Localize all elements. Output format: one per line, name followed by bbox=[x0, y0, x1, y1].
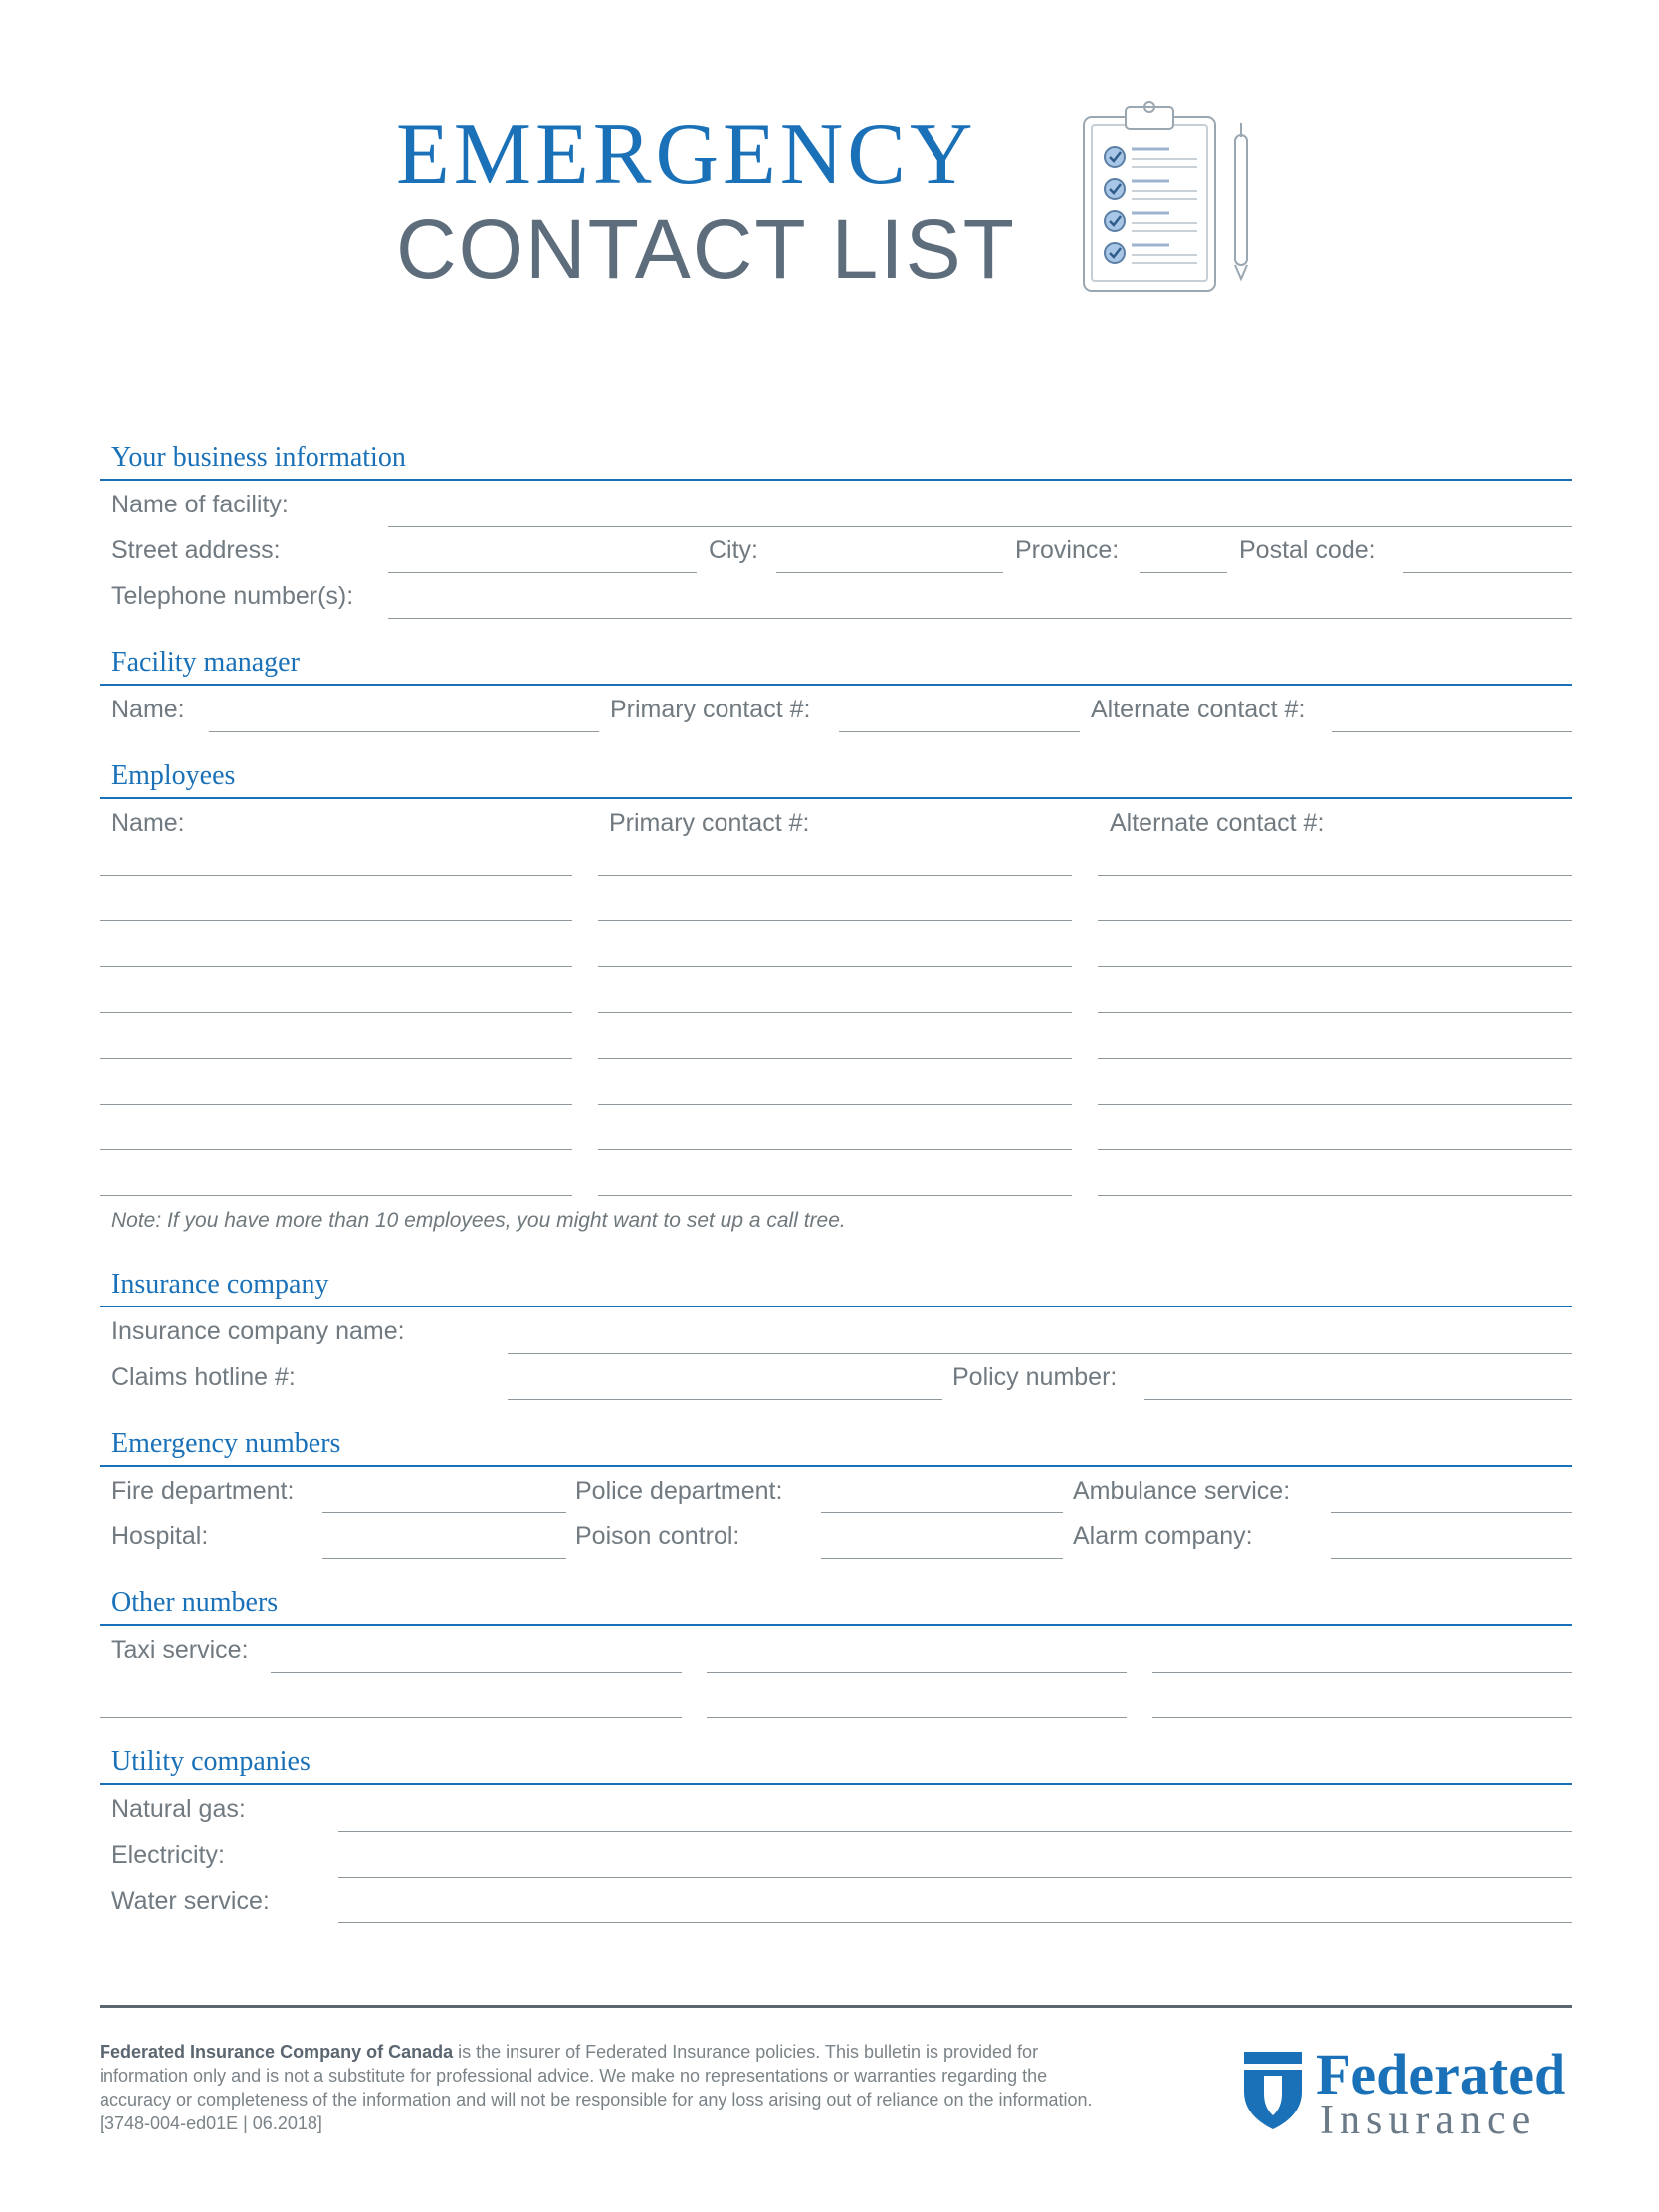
section-employees-heading: Employees bbox=[111, 760, 236, 791]
other-field-5[interactable] bbox=[1152, 1717, 1572, 1718]
section-emergency-heading: Emergency numbers bbox=[111, 1428, 341, 1459]
natural-gas-field[interactable] bbox=[338, 1831, 1572, 1832]
brand-insurance: Insurance bbox=[1320, 2098, 1537, 2143]
shield-logo-icon bbox=[1242, 2050, 1304, 2131]
section-other-rule bbox=[100, 1624, 1572, 1626]
claims-hotline-label: Claims hotline #: bbox=[111, 1363, 296, 1391]
province-field[interactable] bbox=[1140, 572, 1227, 573]
employee-alternate-field[interactable] bbox=[1098, 1058, 1572, 1059]
employee-alternate-field[interactable] bbox=[1098, 966, 1572, 967]
postal-code-field[interactable] bbox=[1403, 572, 1572, 573]
employee-name-field[interactable] bbox=[100, 1012, 572, 1013]
street-address-field[interactable] bbox=[388, 572, 697, 573]
manager-alternate-label: Alternate contact #: bbox=[1091, 696, 1306, 723]
employee-primary-field[interactable] bbox=[598, 875, 1072, 876]
insurance-name-field[interactable] bbox=[508, 1353, 1572, 1354]
employee-name-field[interactable] bbox=[100, 920, 572, 921]
insurance-name-label: Insurance company name: bbox=[111, 1317, 405, 1345]
employee-alternate-field[interactable] bbox=[1098, 1195, 1572, 1196]
water-field[interactable] bbox=[338, 1922, 1572, 1923]
poison-label: Poison control: bbox=[575, 1522, 740, 1550]
telephone-label: Telephone number(s): bbox=[111, 582, 354, 610]
facility-name-field[interactable] bbox=[388, 526, 1572, 527]
other-field-3[interactable] bbox=[100, 1717, 682, 1718]
employee-alternate-field[interactable] bbox=[1098, 875, 1572, 876]
city-field[interactable] bbox=[776, 572, 1003, 573]
electricity-field[interactable] bbox=[338, 1877, 1572, 1878]
footer-disclaimer bbox=[100, 2040, 1095, 2135]
footer-company: Federated Insurance Company of Canada bbox=[100, 2042, 454, 2062]
manager-alternate-field[interactable] bbox=[1332, 731, 1572, 732]
footer-disclaimer-text: is the insurer of Federated Insurance policies. This bulletin is provided for information only and is not a substitute for professional advice. We make no representations or warranties regarding the accuracy or completeness of the information and will not be responsible for any loss arising out of reliance on the information. [3748-004-ed01E | 06.2018] bbox=[100, 2042, 1093, 2133]
employees-primary-header: Primary contact #: bbox=[609, 809, 810, 837]
fire-label: Fire department: bbox=[111, 1477, 295, 1505]
employee-alternate-field[interactable] bbox=[1098, 1149, 1572, 1150]
title-emergency: EMERGENCY bbox=[396, 106, 977, 203]
employees-alternate-header: Alternate contact #: bbox=[1110, 809, 1325, 837]
telephone-field[interactable] bbox=[388, 618, 1572, 619]
employee-primary-field[interactable] bbox=[598, 1149, 1072, 1150]
policy-number-field[interactable] bbox=[1144, 1399, 1572, 1400]
police-label: Police department: bbox=[575, 1477, 783, 1505]
title-contact-list: CONTACT LIST bbox=[396, 202, 1016, 296]
employee-primary-field[interactable] bbox=[598, 1195, 1072, 1196]
other-field-4[interactable] bbox=[707, 1717, 1127, 1718]
employee-name-field[interactable] bbox=[100, 1149, 572, 1150]
hospital-label: Hospital: bbox=[111, 1522, 209, 1550]
employee-primary-field[interactable] bbox=[598, 1012, 1072, 1013]
ambulance-label: Ambulance service: bbox=[1073, 1477, 1291, 1505]
hospital-field[interactable] bbox=[322, 1558, 566, 1559]
taxi-field[interactable] bbox=[271, 1672, 682, 1673]
section-manager-heading: Facility manager bbox=[111, 647, 300, 678]
postal-code-label: Postal code: bbox=[1239, 536, 1376, 564]
section-utility-rule bbox=[100, 1783, 1572, 1785]
section-emergency-rule bbox=[100, 1465, 1572, 1467]
employee-primary-field[interactable] bbox=[598, 920, 1072, 921]
policy-number-label: Policy number: bbox=[952, 1363, 1118, 1391]
employee-name-field[interactable] bbox=[100, 966, 572, 967]
alarm-field[interactable] bbox=[1331, 1558, 1572, 1559]
manager-primary-field[interactable] bbox=[839, 731, 1080, 732]
brand-federated: Federated bbox=[1316, 2042, 1566, 2107]
footer-rule bbox=[100, 2005, 1572, 2008]
employee-alternate-field[interactable] bbox=[1098, 920, 1572, 921]
employee-name-field[interactable] bbox=[100, 875, 572, 876]
fire-field[interactable] bbox=[322, 1512, 566, 1513]
city-label: City: bbox=[709, 536, 758, 564]
electricity-label: Electricity: bbox=[111, 1841, 225, 1869]
ambulance-field[interactable] bbox=[1331, 1512, 1572, 1513]
employee-alternate-field[interactable] bbox=[1098, 1104, 1572, 1105]
water-label: Water service: bbox=[111, 1887, 270, 1914]
natural-gas-label: Natural gas: bbox=[111, 1795, 246, 1823]
other-field-2[interactable] bbox=[1152, 1672, 1572, 1673]
employee-primary-field[interactable] bbox=[598, 966, 1072, 967]
employee-primary-field[interactable] bbox=[598, 1058, 1072, 1059]
section-employees-rule bbox=[100, 797, 1572, 799]
employee-name-field[interactable] bbox=[100, 1058, 572, 1059]
employees-note: Note: If you have more than 10 employees, you might want to set up a call tree. bbox=[111, 1209, 846, 1232]
section-business-rule bbox=[100, 479, 1572, 481]
alarm-label: Alarm company: bbox=[1073, 1522, 1253, 1550]
section-other-heading: Other numbers bbox=[111, 1587, 279, 1618]
street-address-label: Street address: bbox=[111, 536, 281, 564]
manager-name-field[interactable] bbox=[209, 731, 599, 732]
taxi-label: Taxi service: bbox=[111, 1636, 249, 1664]
manager-primary-label: Primary contact #: bbox=[610, 696, 811, 723]
police-field[interactable] bbox=[821, 1512, 1063, 1513]
facility-name-label: Name of facility: bbox=[111, 491, 289, 518]
section-business-heading: Your business information bbox=[111, 442, 406, 473]
employee-name-field[interactable] bbox=[100, 1195, 572, 1196]
section-utility-heading: Utility companies bbox=[111, 1746, 311, 1777]
employee-primary-field[interactable] bbox=[598, 1104, 1072, 1105]
clipboard-icon bbox=[1080, 100, 1259, 299]
employee-alternate-field[interactable] bbox=[1098, 1012, 1572, 1013]
employee-name-field[interactable] bbox=[100, 1104, 572, 1105]
employees-name-header: Name: bbox=[111, 809, 185, 837]
manager-name-label: Name: bbox=[111, 696, 185, 723]
poison-field[interactable] bbox=[821, 1558, 1063, 1559]
section-insurance-rule bbox=[100, 1306, 1572, 1307]
province-label: Province: bbox=[1015, 536, 1120, 564]
other-field-1[interactable] bbox=[707, 1672, 1127, 1673]
section-manager-rule bbox=[100, 684, 1572, 686]
section-insurance-heading: Insurance company bbox=[111, 1269, 329, 1300]
claims-hotline-field[interactable] bbox=[508, 1399, 942, 1400]
